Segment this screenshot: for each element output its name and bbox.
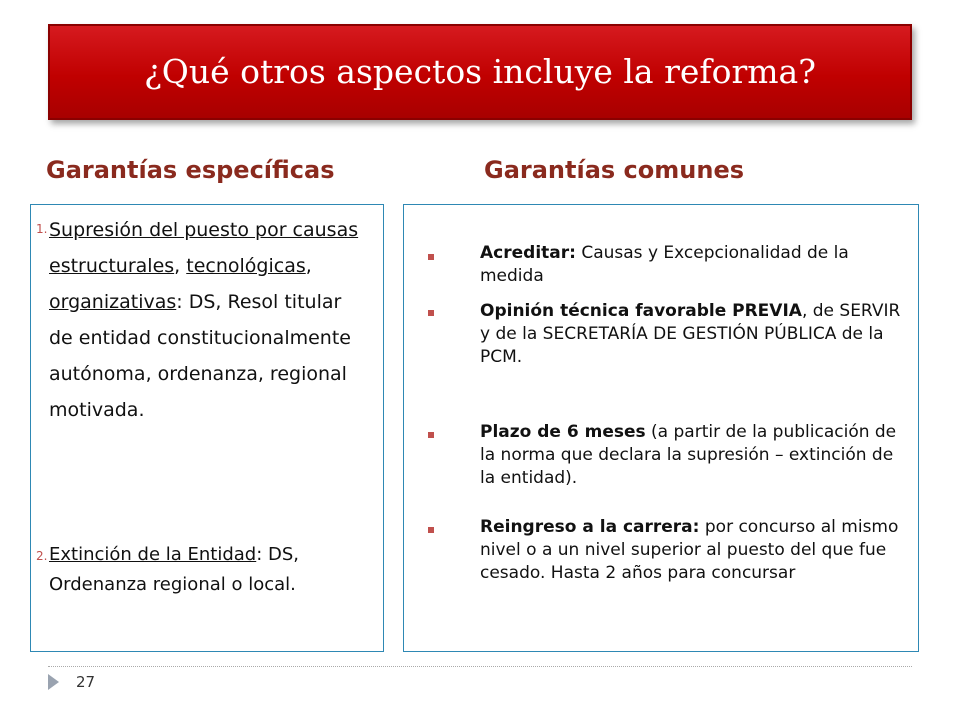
bold-text: Reingreso a la carrera: [480,517,700,537]
list-item [480,516,905,585]
square-bullet-icon [428,254,434,260]
left-column-heading: Garantías específicas [46,156,335,184]
text: : DS, Resol titular de entidad constitucionalmente autónoma, ordenanza, regional motivada. [49,291,351,421]
bold-text: Plazo de 6 meses [480,422,646,442]
text: Causas y Excepcionalidad de la medida [480,243,849,286]
list-item [480,421,905,490]
text: por concurso al mismo nivel o a un nivel superior al puesto del que fue cesado. Hasta 2 años para concursar [480,517,899,583]
text: , de SERVIR y de la SECRETARÍA DE GESTIÓN PÚBLICA de la PCM. [480,301,901,367]
footer-divider [48,666,912,667]
slide-title: ¿Qué otros aspectos incluye la reforma? [144,52,816,91]
underlined-text: Supresión del puesto por causas estructurales [49,219,359,277]
text: , [305,255,312,277]
right-column-heading: Garantías comunes [484,156,745,184]
list-item [49,540,369,600]
underlined-text: Extinción de la Entidad [49,544,257,565]
list-item [480,242,905,288]
bold-text: Opinión técnica favorable PREVIA [480,301,802,321]
underlined-text: organizativas [49,291,177,313]
list-number: 2. [36,549,48,563]
text: : DS, Ordenanza regional o local. [49,544,300,595]
text: , [174,255,187,277]
page-number: 27 [76,673,96,691]
triangle-marker-icon [48,674,59,690]
list-item [480,300,905,369]
list-item [49,212,369,428]
square-bullet-icon [428,432,434,438]
square-bullet-icon [428,527,434,533]
list-number: 1. [36,222,48,236]
underlined-text: tecnológicas [186,255,306,277]
text: (a partir de la publicación de la norma que declara la supresión – extinción de la entidad). [480,422,897,488]
bold-text: Acreditar: [480,243,576,263]
square-bullet-icon [428,310,434,316]
